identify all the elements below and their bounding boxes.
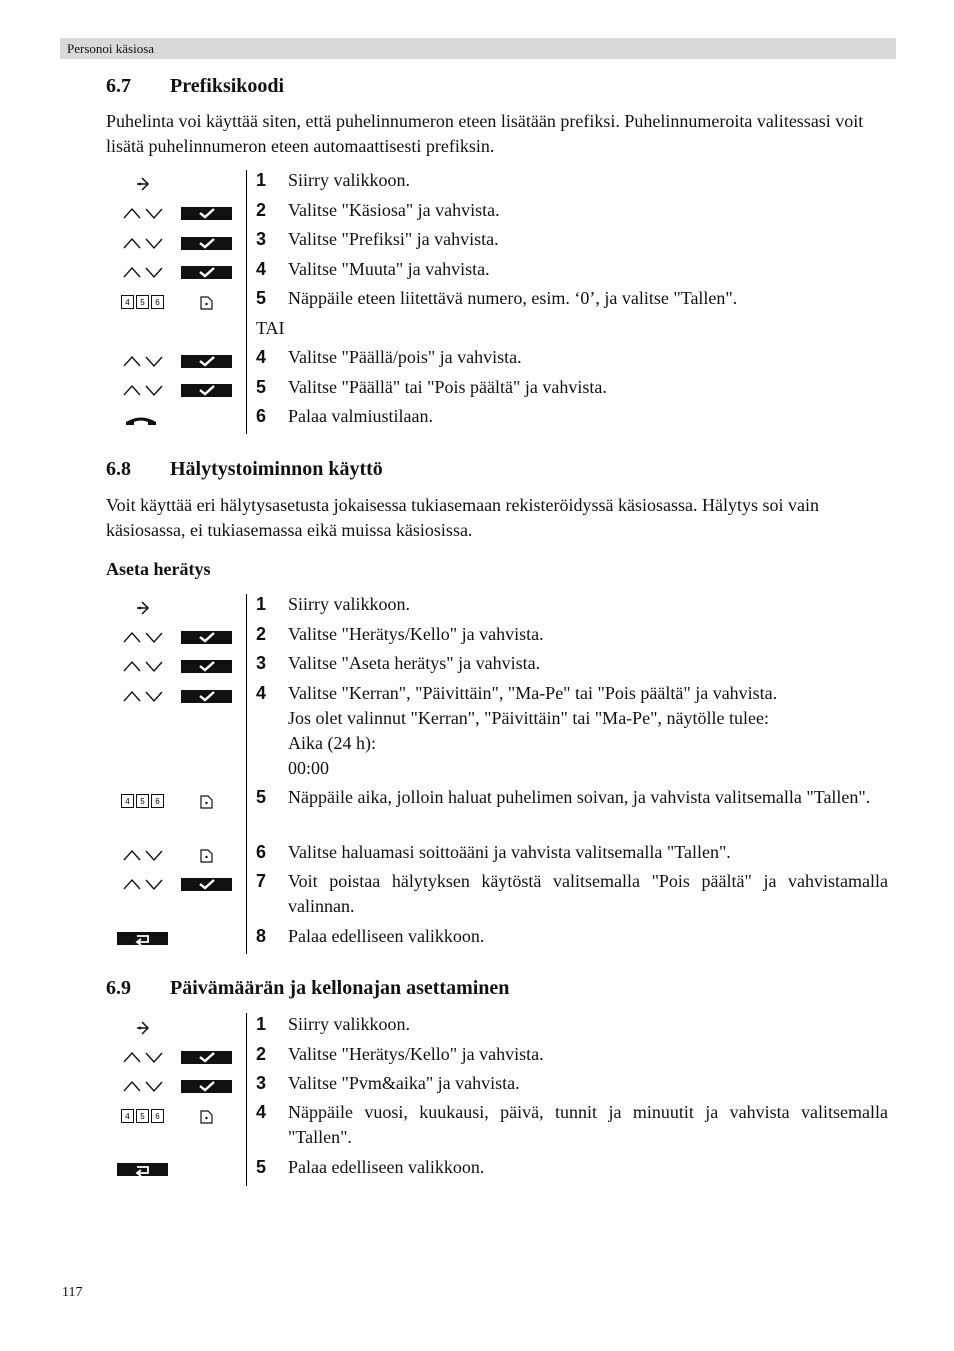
svg-text:5: 5 [140,1112,145,1121]
step-text: Palaa edelliseen valikkoon. [288,1157,485,1177]
ok-key-icon [181,1080,232,1093]
step-text: Siirry valikkoon. [288,1014,410,1034]
menu-key-icon [134,1019,152,1037]
step-text: Valitse "Päällä/pois" ja vahvista. [288,347,522,367]
step-text: Valitse "Prefiksi" ja vahvista. [288,229,499,249]
section-heading-6-8: 6.8 Hälytystoiminnon käyttö [106,458,383,480]
up-down-arrows-icon [122,630,164,644]
step-text: Valitse haluamasi soittoääni ja vahvista valitsemalla "Tallen". [288,842,731,862]
svg-text:4: 4 [125,797,130,806]
step-text: Valitse "Pvm&aika" ja vahvista. [288,1073,520,1093]
subheading-aseta-heratys: Aseta herätys [106,559,211,579]
number-keys-icon [121,1109,165,1123]
up-down-arrows-icon [122,1079,164,1093]
number-keys-icon [121,295,165,309]
svg-text:6: 6 [155,1112,160,1121]
menu-key-icon [134,599,152,617]
step-text: Valitse "Käsiosa" ja vahvista. [288,200,500,220]
back-key-icon [117,932,168,945]
ok-key-icon [181,690,232,703]
section-intro-6-8: Voit käyttää eri hälytysasetusta jokaisessa tukiasemaan rekisteröidyssä käsiosassa. Hälytys soi vain käsiosassa, ei tukiasemassa eikä muissa käsiosissa. [106,495,820,540]
up-down-arrows-icon [122,206,164,220]
step-text: Voit poistaa hälytyksen käytöstä valitsemalla "Pois päältä" ja vahvistamalla valinnan. [288,871,888,916]
up-down-arrows-icon [122,659,164,673]
up-down-arrows-icon [122,265,164,279]
section-heading-6-9: 6.9 Päivämäärän ja kellonajan asettaminen [106,977,510,999]
step-extra-text: 00:00 [288,758,330,778]
step-text: Siirry valikkoon. [288,170,410,190]
up-down-arrows-icon [122,236,164,250]
up-down-arrows-icon [122,848,164,862]
up-down-arrows-icon [122,877,164,891]
step-text: Näppäile eteen liitettävä numero, esim. ‘0’, ja valitse "Tallen". [288,288,738,308]
page-number: 117 [62,1285,83,1300]
step-text: Valitse "Herätys/Kello" ja vahvista. [288,1044,544,1064]
ok-key-icon [181,660,232,673]
ok-key-icon [181,384,232,397]
svg-text:5: 5 [140,797,145,806]
up-down-arrows-icon [122,689,164,703]
step-text: Siirry valikkoon. [288,594,410,614]
softkey-icon [200,1110,213,1124]
ok-key-icon [181,1051,232,1064]
step-divider [246,170,247,434]
menu-key-icon [134,175,152,193]
softkey-icon [200,296,213,310]
ok-key-icon [181,355,232,368]
ok-key-icon [181,207,232,220]
section-intro-6-7: Puhelinta voi käyttää siten, että puhelinnumeron eteen lisätään prefiksi. Puhelinnumeroita valitessasi voit lisätä puhelinnumeron eteen automaattisesti prefiksin. [106,111,864,156]
up-down-arrows-icon [122,1050,164,1064]
step-text: Valitse "Päällä" tai "Pois päältä" ja vahvista. [288,377,607,397]
up-down-arrows-icon [122,354,164,368]
ok-key-icon [181,878,232,891]
svg-text:4: 4 [125,298,130,307]
end-call-icon [124,413,158,427]
ok-key-icon [181,631,232,644]
softkey-icon [200,795,213,809]
step-text: Valitse "Muuta" ja vahvista. [288,259,490,279]
ok-key-icon [181,266,232,279]
softkey-icon [200,849,213,863]
back-key-icon [117,1163,168,1176]
svg-text:5: 5 [140,298,145,307]
step-extra-text: Aika (24 h): [288,733,376,753]
number-keys-icon [121,794,165,808]
step-text: Palaa valmiustilaan. [288,406,433,426]
svg-text:6: 6 [155,298,160,307]
step-text: Näppäile aika, jolloin haluat puhelimen soivan, ja vahvista valitsemalla "Tallen". [288,787,871,807]
step-text: Valitse "Aseta herätys" ja vahvista. [288,653,541,673]
step-divider [246,594,247,954]
up-down-arrows-icon [122,383,164,397]
or-label: TAI [256,318,285,338]
section-heading-6-7: 6.7 Prefiksikoodi [106,75,285,97]
header-title: Personoi käsiosa [67,41,155,56]
svg-text:6: 6 [155,797,160,806]
step-text: Näppäile vuosi, kuukausi, päivä, tunnit ja minuutit ja vahvista valitsemalla "Tallen". [288,1102,888,1147]
page-header [60,38,896,59]
step-text: Valitse "Kerran", "Päivittäin", "Ma-Pe" tai "Pois päältä" ja vahvista. [288,683,778,703]
svg-text:4: 4 [125,1112,130,1121]
step-divider [246,1013,247,1186]
step-extra-text: Jos olet valinnut "Kerran", "Päivittäin" tai "Ma-Pe", näytölle tulee: [288,708,769,728]
step-text: Valitse "Herätys/Kello" ja vahvista. [288,624,544,644]
step-text: Palaa edelliseen valikkoon. [288,926,485,946]
ok-key-icon [181,237,232,250]
